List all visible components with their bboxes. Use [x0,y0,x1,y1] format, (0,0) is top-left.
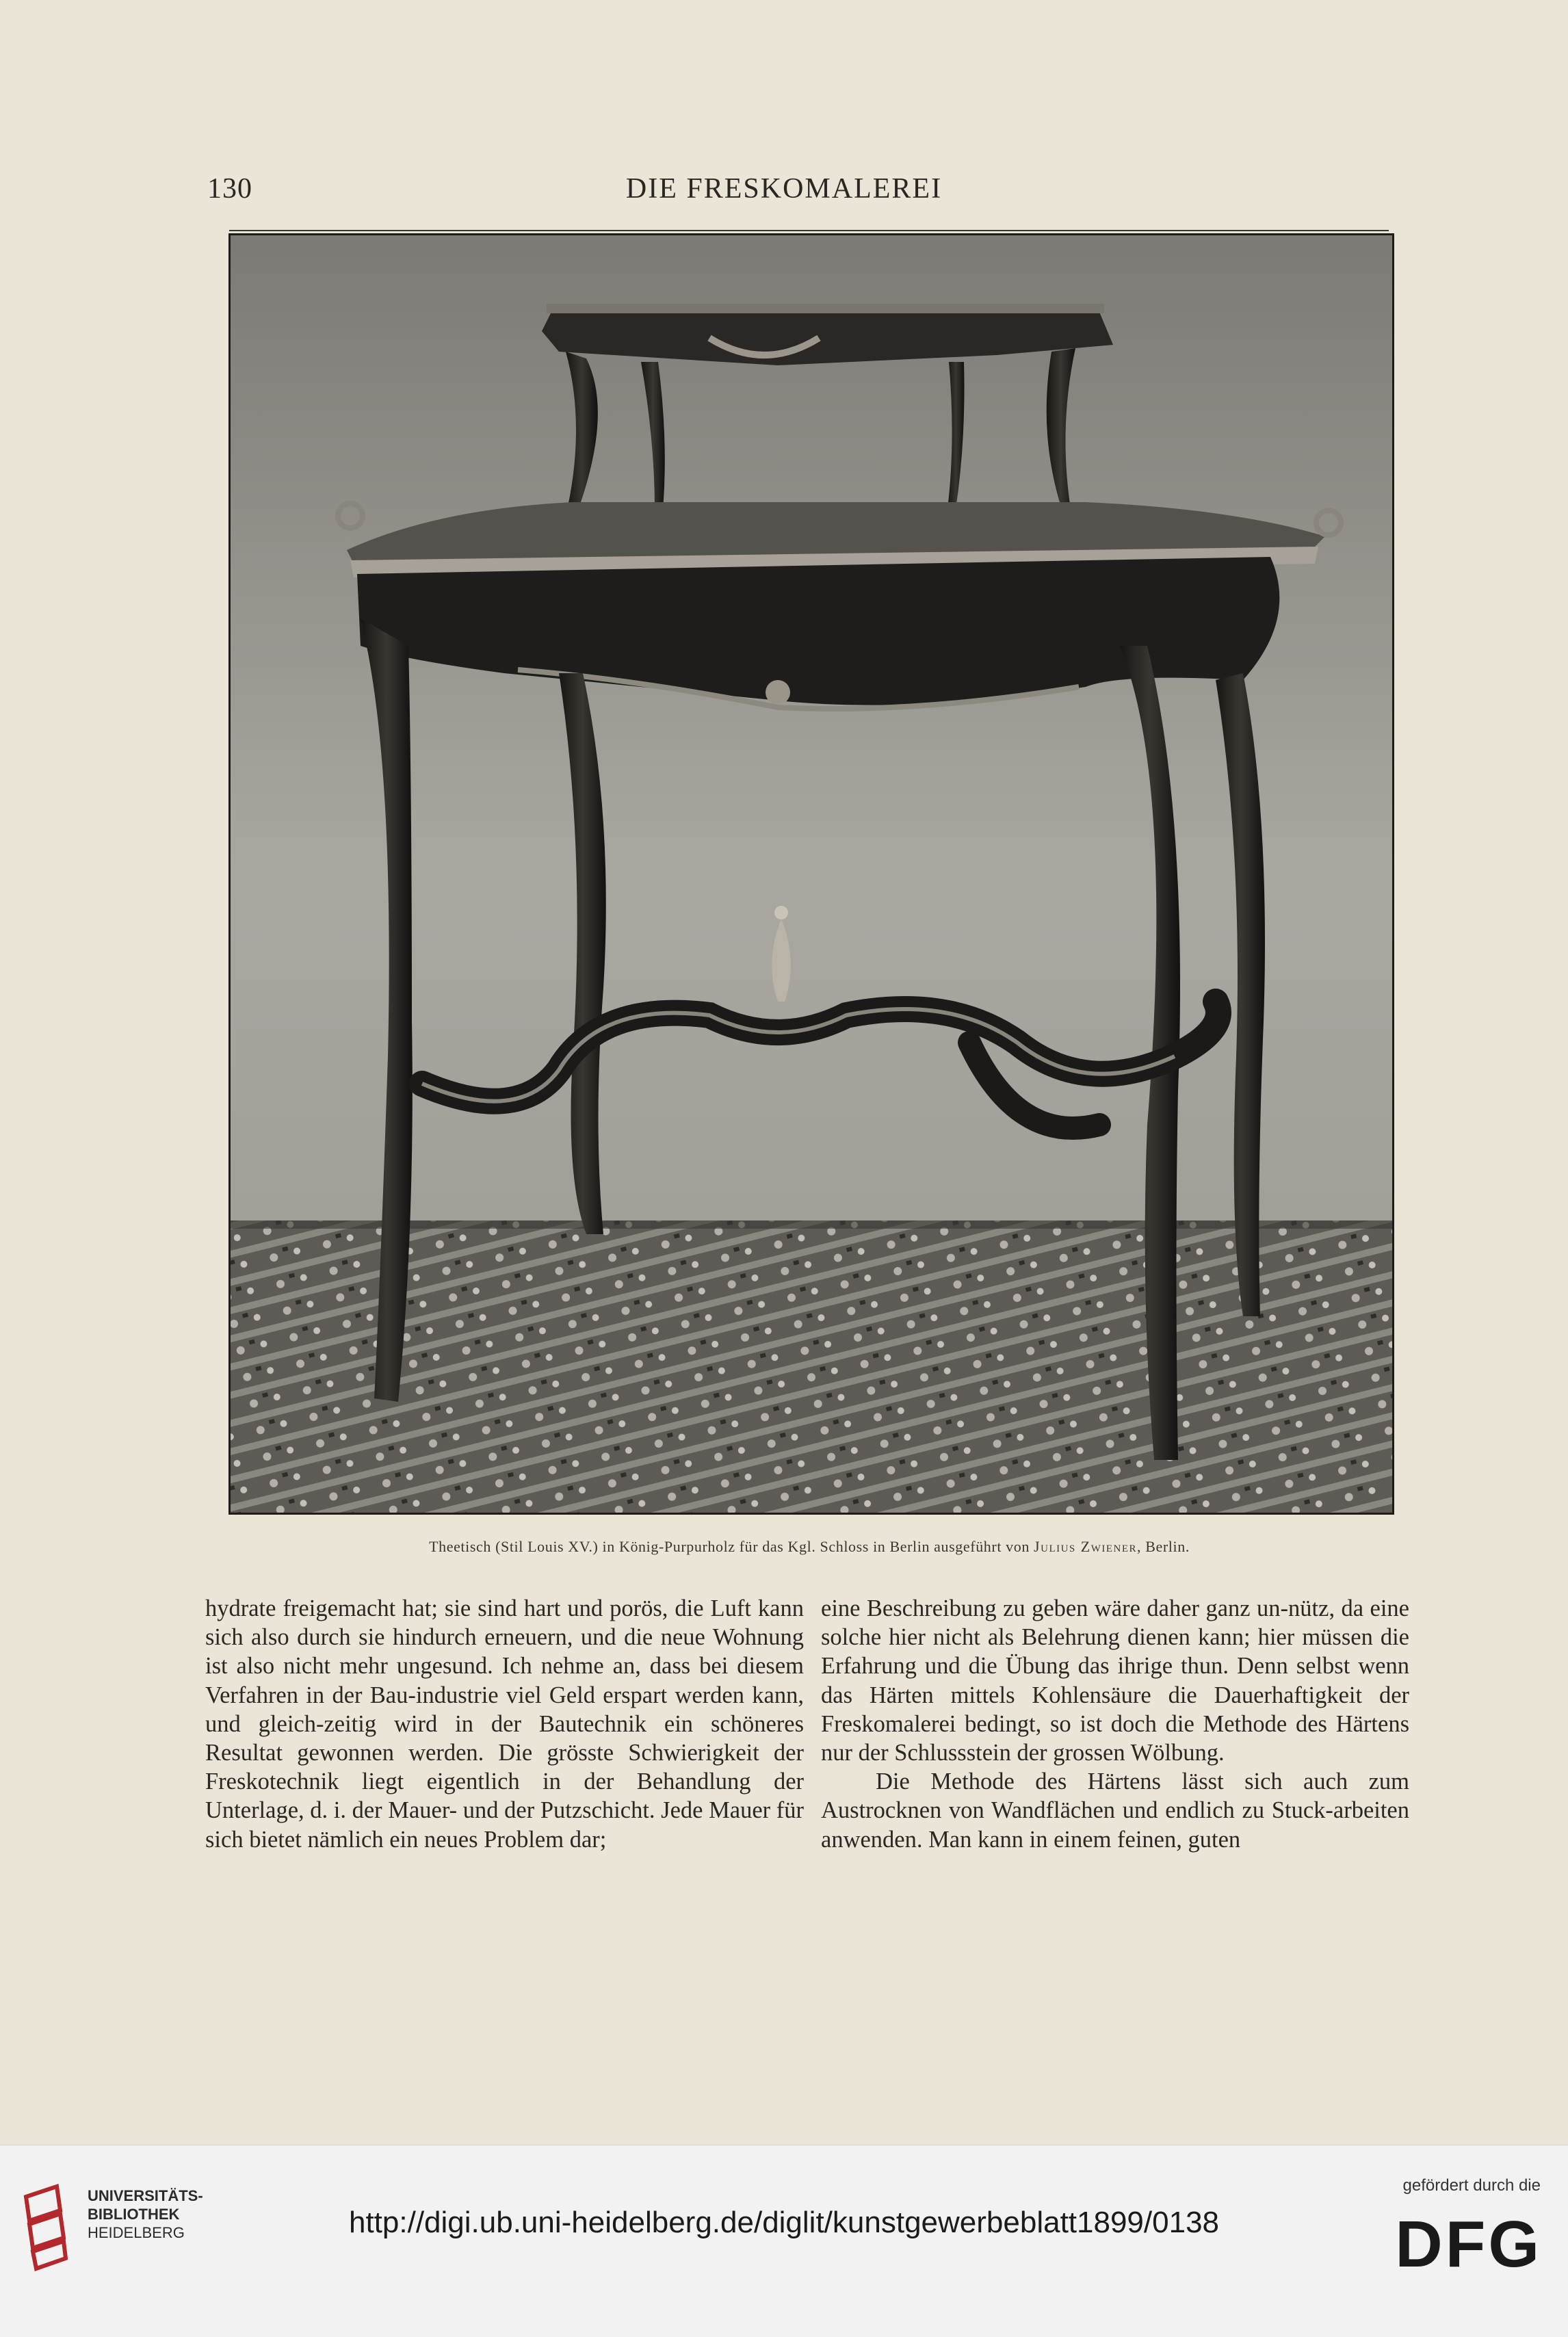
paragraph: eine Beschreibung zu geben wäre daher ganz un-nütz, da eine solche hier nicht als Belehrung dienen kann; hier müssen die Erfahrung und die Übung das ihrige thun. Denn selbst wenn das Härten mittels Kohlensäure die Dauerhaftigkeit der Freskomalerei bedingt, so ist doch die Methode des Härtens nur der Schlussstein der grossen Wölbung. [821,1595,1409,1766]
running-title: DIE FRESKOMALEREI [625,173,943,205]
caption-location: , Berlin. [1137,1538,1190,1555]
header-rule [229,230,1389,231]
photo-plate-tea-table [228,233,1394,1515]
figure-caption [228,1538,1390,1556]
text-column-left [205,1594,804,1854]
funded-by-label: gefördert durch die [1402,2176,1541,2195]
paragraph: Die Methode des Härtens lässt sich auch zum Austrocknen von Wandflächen und endlich zu Stuck-arbeiten anwenden. Man kann in einem feinen, guten [821,1768,1409,1853]
library-name-line: HEIDELBERG [88,2224,185,2241]
text-column-right [821,1594,1409,1854]
caption-maker: Julius Zwiener [1034,1538,1138,1555]
digital-library-footer [0,2145,1568,2337]
paragraph: hydrate freigemacht hat; sie sind hart und porös, die Luft kann sich also durch sie hindurch erneuern, und die neue Wohnung ist also nicht mehr ungesund. Ich nehme an, dass bei diesem Verfahren in der Bau-industrie viel Geld erspart werden kann, und gleich-zeitig wird in der Bautechnik ein schöneres Resultat gewonnen werden. Die grösste Schwierigkeit der Freskotechnik liegt eigentlich in der Behandlung der Unterlage, d. i. der Mauer- und der Putzschicht. Jede Mauer für sich bietet nämlich ein neues Problem dar; [205,1595,804,1853]
library-name-line: UNIVERSITÄTS- [88,2187,203,2204]
permalink-url[interactable]: http://digi.ub.uni-heidelberg.de/diglit/kunstgewerbeblatt1899/0138 [348,2206,1220,2239]
tea-table-photograph [231,235,1392,1513]
caption-text: Theetisch (Stil Louis XV.) in König-Purpurholz für das Kgl. Schloss in Berlin ausgeführt von [429,1538,1030,1555]
dfg-logo[interactable]: DFG [1395,2208,1542,2281]
page-number: 130 [207,173,252,205]
library-name-line: BIBLIOTHEK [88,2206,180,2223]
